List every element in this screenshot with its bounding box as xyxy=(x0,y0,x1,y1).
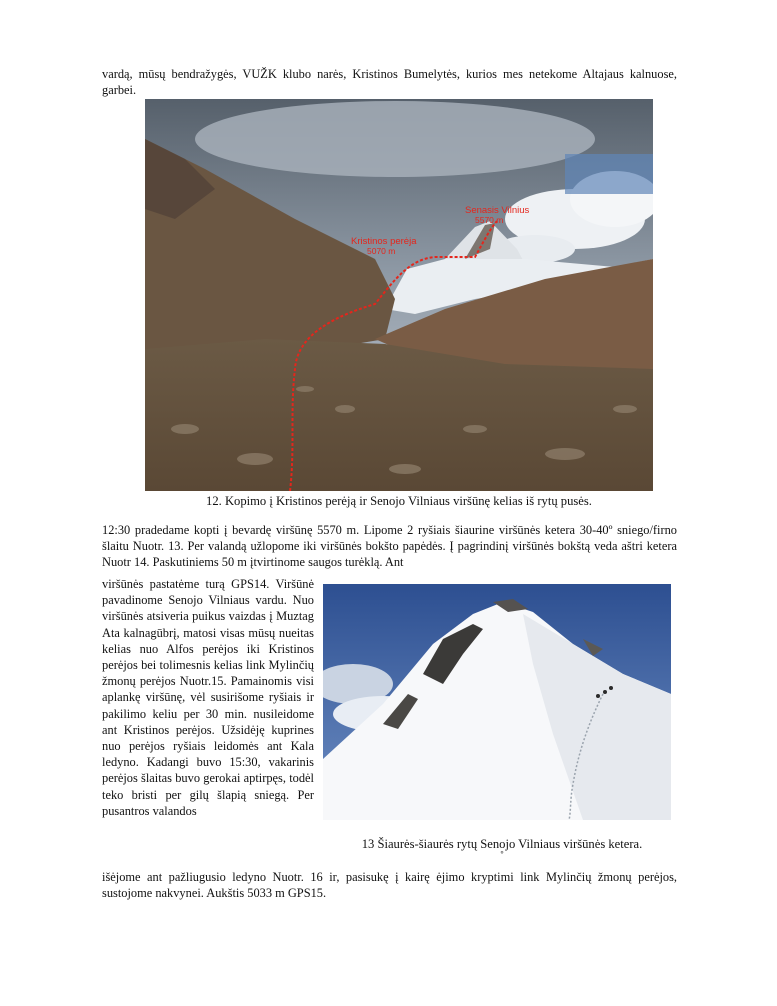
paragraph-descent: išėjome ant pažliugusio ledyno Nuotr. 16 ir, pasisukę į kairę ėjimo kryptimi link Mylinčių žmonų perėjos, sustojome nakvynei. Aukštis 5033 m GPS15. xyxy=(102,870,677,901)
paragraph-summit-column: viršūnės pastatėme turą GPS14. Viršūnė pavadinome Senojo Vilniaus vardu. Nuo viršūnės atsiveria puikus vaizdas į Muztag Ata kalnagūbrį, matosi visas mūsų nueitas kelias nuo Alfos perėjos iki Kristinos perėjos bei tolimesnis kelias link Mylinčių žmonų perėjos Nuotr.15. Pamainomis visi aplankę viršūnę, vėl susirišome ryšiais ir pakilimo keliu per 30 min. nusileidome ant Kristinos perėjos. Užsidėję kuprines nuo perėjos ryšiais leidomės ant Kala ledyno. Kadangi buvo 15:30, vakarinis perėjos šlaitas buvo gerokai aptirpęs, todėl teko bristi per gilų šlapią sniegą. Per pusantros valandos xyxy=(102,577,314,818)
photo-route-east xyxy=(145,99,653,491)
label-peak-alt: 5570 m xyxy=(475,215,504,225)
caption-photo-12: 12. Kopimo į Kristinos perėją ir Senojo Vilniaus viršūnę kelias iš rytų pusės. xyxy=(206,494,592,508)
caption-photo-13: 13 Šiaurės-šiaurės rytų Senojo Vilniaus viršūnės ketera. xyxy=(361,837,643,851)
label-peak-name: Senasis Vilnius xyxy=(465,205,530,216)
intro-paragraph: vardą, mūsų bendražygės, VUŽK klubo narės, Kristinos Bumelytės, kurios mes netekome Altajaus kalnuose, garbei. xyxy=(102,67,677,98)
photo-ridge xyxy=(323,584,671,820)
paragraph-ascent: 12:30 pradedame kopti į bevardę viršūnę 5570 m. Lipome 2 ryšiais šiaurine viršūnės ketera 30-40º sniego/firno šlaitu Nuotr. 13. Per valandą užlopome iki viršūnės bokšto papėdės. Į pagrindinį viršūnės bokštą veda aštri ketera Nuotr 14. Paskutiniems 50 m įtvirtinome saugos turėklą. Ant xyxy=(102,523,677,570)
label-pass-alt: 5070 m xyxy=(367,246,396,256)
label-pass-name: Kristinos perėja xyxy=(351,236,417,247)
caption-photo-13-mark: º xyxy=(500,849,504,859)
